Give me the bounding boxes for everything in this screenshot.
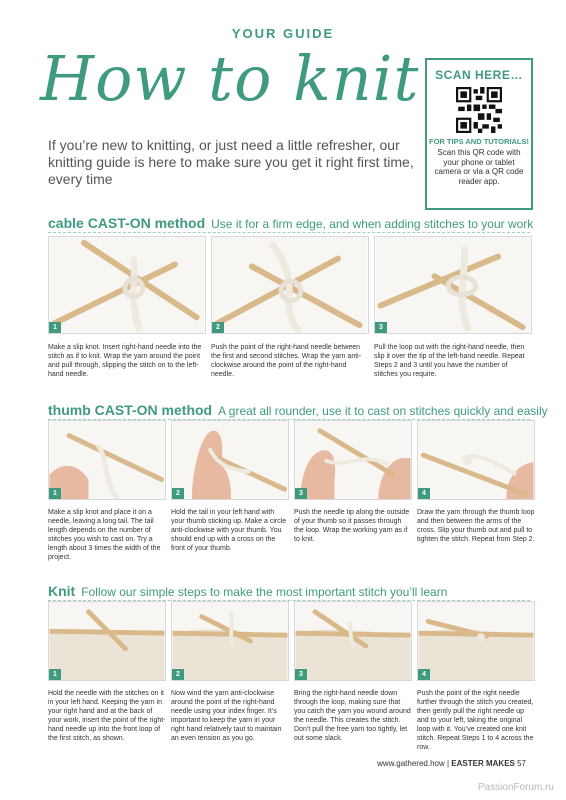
watermark: PassionForum.ru xyxy=(477,782,554,793)
step-number: 3 xyxy=(375,322,387,333)
footer-magazine: EASTER MAKES xyxy=(451,759,515,768)
page-footer xyxy=(377,759,526,768)
step-text-cable-1: Make a slip knot. Insert right-hand needle into the stitch as if to knit. Wrap the yarn around the point and pull through, slipping the stitch on to the left-hand needle. xyxy=(48,344,202,378)
step-number: 3 xyxy=(295,669,307,680)
step-text-cable-3: Pull the loop out with the right-hand needle, then slip it over the tip of the left-hand needle. Repeat Steps 2 and 3 until you have the number of stitches you require. xyxy=(374,344,525,378)
step-photo-cable-1 xyxy=(48,236,206,334)
step-text-knit-4: Push the point of the right needle further through the stitch you created, then gently pull the right needle up and to your left, taking the original loop with it. You’ve created one knit stitch. Repeat Steps 1 to 4 across the row. xyxy=(417,690,534,751)
step-photo-thumb-4 xyxy=(417,420,535,500)
step-text-thumb-1: Make a slip knot and place it on a needle, leaving a long tail. The tail length depends on the number of stitches you wish to cast on. Try a length about 3 times the width of the project. xyxy=(48,509,161,561)
footer-url[interactable]: www.gathered.how xyxy=(377,759,445,768)
step-number: 1 xyxy=(49,322,61,333)
step-number: 4 xyxy=(418,488,430,499)
step-number: 4 xyxy=(418,669,430,680)
step-photo-thumb-2 xyxy=(171,420,289,500)
section-title: cable CAST-ON method xyxy=(48,215,206,231)
step-photo-knit-4 xyxy=(417,601,535,681)
section-heading-cable xyxy=(48,215,533,231)
qr-panel xyxy=(425,58,533,210)
step-text-thumb-4: Draw the yarn through the thumb loop and then between the arms of the cross. Slip your thumb out and pull to tighten the stitch. Repeat from Step 2. xyxy=(417,509,535,543)
step-number: 3 xyxy=(295,488,307,499)
step-number: 1 xyxy=(49,488,61,499)
intro-text: If you’re new to knitting, or just need a little refresher, our knitting guide is here to make sure you get it right first time, every time xyxy=(48,137,414,187)
step-photo-cable-2 xyxy=(211,236,369,334)
step-text-knit-3: Bring the right-hand needle down through the loop, making sure that you catch the yarn you wound around the needle. This creates the stitch. Don’t pull the free yarn too tightly, let out some slack. xyxy=(294,690,411,742)
qr-description: Scan this QR code with your phone or tablet camera or via a QR code reader app. xyxy=(434,148,524,186)
qr-code-icon[interactable] xyxy=(456,87,502,133)
page-number: 57 xyxy=(517,759,526,768)
section-label: YOUR GUIDE xyxy=(231,26,335,41)
divider xyxy=(48,232,530,233)
footer-separator: | xyxy=(446,759,450,768)
section-subtitle: Follow our simple steps to make the most important stitch you’ll learn xyxy=(81,585,448,599)
step-photo-cable-3 xyxy=(374,236,532,334)
section-title: Knit xyxy=(48,583,76,599)
step-photo-knit-2 xyxy=(171,601,289,681)
section-heading-knit xyxy=(48,583,447,599)
step-text-thumb-2: Hold the tail in your left hand with your thumb sticking up. Make a circle anti-clockwise with your thumb. You should end up with a cross on the front of your thumb. xyxy=(171,509,287,552)
step-text-cable-2: Push the point of the right-hand needle between the first and second stitches. Wrap the yarn anti-clockwise around the point of the right-hand needle. xyxy=(211,344,362,378)
step-text-knit-2: Now wind the yarn anti-clockwise around the point of the right-hand needle using your index finger. It’s important to keep the yarn in your right hand relatively taut to maintain an even tension as you go. xyxy=(171,690,282,742)
step-photo-knit-1 xyxy=(48,601,166,681)
section-subtitle: A great all rounder, use it to cast on stitches quickly and easily xyxy=(218,404,548,418)
step-photo-thumb-3 xyxy=(294,420,412,500)
step-number: 2 xyxy=(212,322,224,333)
step-text-knit-1: Hold the needle with the stitches on it in your left hand. Keeping the yarn in your right hand and at the back of your work, insert the point of the right-hand needle up into the front loop of the first stitch, as shown. xyxy=(48,690,166,742)
section-subtitle: Use it for a firm edge, and when adding stitches to your work xyxy=(211,217,534,231)
section-heading-thumb xyxy=(48,402,548,418)
section-title: thumb CAST-ON method xyxy=(48,402,213,418)
step-number: 2 xyxy=(172,669,184,680)
step-text-thumb-3: Push the needle tip along the outside of your thumb so it passes through the loop. Wrap the working yarn as if to knit. xyxy=(294,509,410,543)
page-title: How to knit xyxy=(40,42,420,115)
step-photo-knit-3 xyxy=(294,601,412,681)
step-number: 2 xyxy=(172,488,184,499)
qr-tips: FOR TIPS AND TUTORIALS! xyxy=(429,137,529,146)
qr-title: SCAN HERE… xyxy=(435,68,523,82)
step-number: 1 xyxy=(49,669,61,680)
step-photo-thumb-1 xyxy=(48,420,166,500)
